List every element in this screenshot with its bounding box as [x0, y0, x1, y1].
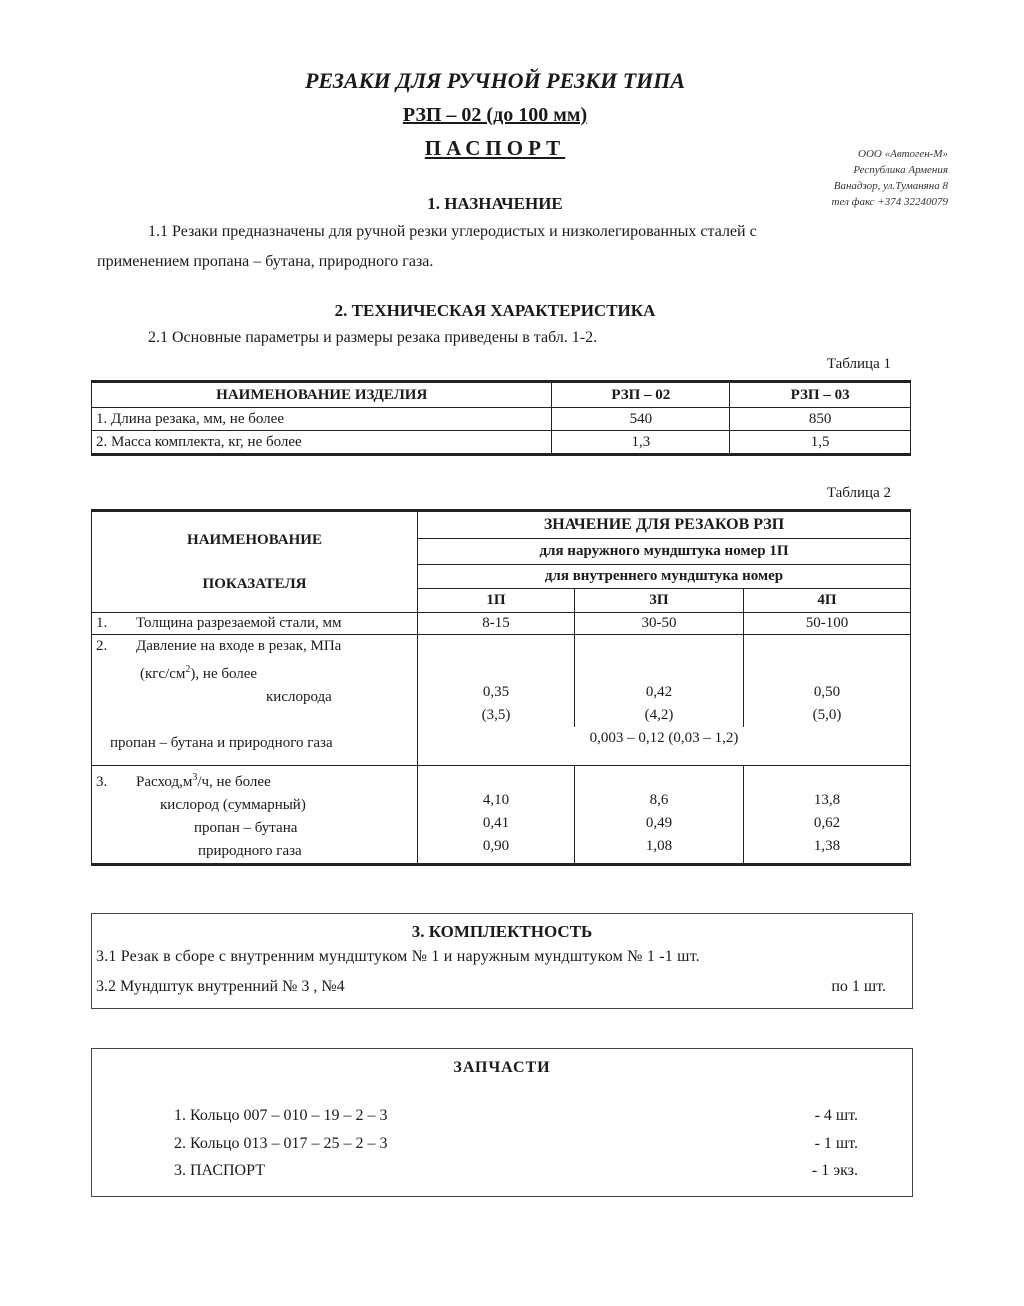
item-name: Кольцо 013 – 017 – 25 – 2 – 3 — [190, 1135, 388, 1152]
row-label-sup: 2 — [185, 664, 191, 675]
table-row — [92, 635, 911, 766]
table2-cell: 0,90 — [482, 838, 510, 854]
item-number: 3. — [174, 1162, 186, 1179]
spares-heading: ЗАПЧАСТИ — [453, 1059, 551, 1076]
table2-cell: (4,2) — [644, 707, 674, 723]
section2-heading: 2. ТЕХНИЧЕСКАЯ ХАРАКТЕРИСТИКА — [334, 301, 656, 320]
table2-row2-col2 — [575, 635, 744, 727]
table1-header-name: НАИМЕНОВАНИЕ ИЗДЕЛИЯ — [92, 382, 552, 408]
table2-row3-label — [92, 766, 418, 865]
list-item — [174, 1107, 388, 1125]
table2-cell: 1,08 — [645, 838, 673, 854]
table2-row2-values — [418, 635, 911, 766]
title-passport: ПАСПОРТ — [424, 136, 566, 160]
table2-param-header-line2: ПОКАЗАТЕЛЯ — [202, 576, 307, 592]
row-label: Давление на входе в резак, МПа — [136, 638, 342, 654]
title-line2: РЗП – 02 (до 100 мм) — [402, 104, 588, 126]
spares-box — [91, 1048, 913, 1197]
gas-label: пропан – бутана и природного газа — [110, 735, 333, 751]
list-item — [174, 1135, 388, 1153]
table1-cell: 1. Длина резака, мм, не более — [92, 408, 552, 431]
table2-row2-label — [92, 635, 418, 766]
item-qty: - 1 экз. — [811, 1162, 858, 1179]
table2-inner-tip: для внутреннего мундштука номер — [418, 565, 911, 589]
table2-row2-col3 — [744, 635, 910, 727]
table1-cell: 2. Масса комплекта, кг, не более — [92, 431, 552, 455]
row-number: 2. — [96, 638, 108, 654]
table1-cell: 1,5 — [730, 431, 911, 455]
company-phone: тел факс +374 32240079 — [831, 196, 948, 208]
table2-cell: 4,10 — [482, 792, 510, 808]
section1-heading: 1. НАЗНАЧЕНИЕ — [427, 194, 563, 213]
section3-item2: 3.2 Мундштук внутренний № 3 , №4 — [96, 978, 345, 995]
table2-cell: 8,6 — [649, 792, 669, 808]
list-item — [174, 1162, 265, 1180]
row-label-part: (кгс/см — [140, 666, 186, 682]
table2-cell: 0,42 — [645, 684, 673, 700]
section1-text-line1: 1.1 Резаки предназначены для ручной резки углеродистых и низколегированных сталей с — [148, 223, 757, 240]
table2-cell: 0,62 — [813, 815, 841, 831]
table-row — [92, 511, 911, 539]
oxygen-label: кислорода — [266, 689, 332, 705]
table2-cell: 0,50 — [813, 684, 841, 700]
row-number: 3. — [96, 774, 108, 790]
title-line1: РЕЗАКИ ДЛЯ РУЧНОЙ РЕЗКИ ТИПА — [304, 68, 686, 93]
table1-cell: 1,3 — [552, 431, 730, 455]
table2-outer-tip: для наружного мундштука номер 1П — [418, 539, 911, 565]
completeness-box — [91, 913, 913, 1009]
table2-cell: 13,8 — [813, 792, 841, 808]
row-number: 1. — [96, 615, 108, 631]
item-qty: - 4 шт. — [814, 1107, 858, 1124]
table-row — [92, 613, 911, 635]
table1-cell: 850 — [730, 408, 911, 431]
section3-heading: 3. КОМПЛЕКТНОСТЬ — [411, 922, 593, 941]
item-name: Кольцо 007 – 010 – 19 – 2 – 3 — [190, 1107, 388, 1124]
row-label: Толщина разрезаемой стали, мм — [136, 615, 342, 631]
table2-value-header: ЗНАЧЕНИЕ ДЛЯ РЕЗАКОВ РЗП — [418, 511, 911, 539]
table2-col-3p: 3П — [574, 589, 743, 613]
table2-row2-col1 — [418, 635, 575, 727]
table2-row1-label — [92, 613, 418, 635]
table2-param-header-line1: НАИМЕНОВАНИЕ — [187, 532, 322, 548]
company-address: Ванадзор, ул.Туманяна 8 — [833, 180, 948, 192]
table2 — [91, 509, 911, 866]
table2-cell: 0,41 — [482, 815, 510, 831]
table2-gas-value: 0,003 – 0,12 (0,03 – 1,2) — [589, 730, 739, 746]
table1-header-row — [92, 382, 911, 408]
table2-cell: 1,38 — [813, 838, 841, 854]
table1-header-rzp03: РЗП – 03 — [730, 382, 911, 408]
table1-caption: Таблица 1 — [826, 356, 891, 372]
table2-param-header — [92, 511, 418, 613]
table2-row3-col3 — [743, 766, 910, 865]
table2-row3-col1 — [418, 766, 575, 865]
item-qty: - 1 шт. — [814, 1135, 858, 1152]
table2-col-1p: 1П — [418, 589, 575, 613]
table2-col-4p: 4П — [743, 589, 910, 613]
table1 — [91, 380, 911, 456]
row-label-part: /ч, не более — [197, 774, 271, 790]
item-name: ПАСПОРТ — [190, 1162, 265, 1179]
row-label-sup: 3 — [192, 772, 198, 783]
table2-cell: 30-50 — [574, 613, 743, 635]
table2-cell: 50-100 — [743, 613, 910, 635]
table1-cell: 540 — [552, 408, 730, 431]
table2-row3-col2 — [574, 766, 743, 865]
section3-item1: 3.1 Резак в сборе с внутренним мундштуком № 1 и наружным мундштуком № 1 -1 шт. — [96, 948, 700, 965]
row-label-part: Расход,м — [136, 774, 193, 790]
company-country: Республика Армения — [853, 164, 948, 176]
table2-cell: 0,35 — [482, 684, 510, 700]
consumption-natural-gas-label: природного газа — [198, 843, 302, 859]
section3-item2-qty: по 1 шт. — [831, 978, 886, 995]
table2-cell: (3,5) — [481, 707, 511, 723]
item-number: 1. — [174, 1107, 186, 1124]
consumption-oxygen-label: кислород (суммарный) — [160, 797, 306, 813]
table2-caption: Таблица 2 — [826, 485, 891, 501]
table2-cell: 8-15 — [418, 613, 575, 635]
section1-text-line2: применением пропана – бутана, природного газа. — [97, 253, 434, 270]
company-name: ООО «Автоген-М» — [858, 148, 948, 160]
table2-cell: (5,0) — [812, 707, 842, 723]
table-row — [92, 766, 911, 865]
table-row — [92, 431, 911, 455]
table1-header-rzp02: РЗП – 02 — [552, 382, 730, 408]
section2-text: 2.1 Основные параметры и размеры резака приведены в табл. 1-2. — [148, 329, 598, 346]
table2-cell: 0,49 — [645, 815, 673, 831]
consumption-propane-label: пропан – бутана — [194, 820, 298, 836]
row-label-part: ), не более — [190, 666, 258, 682]
table-row — [92, 408, 911, 431]
item-number: 2. — [174, 1135, 186, 1152]
